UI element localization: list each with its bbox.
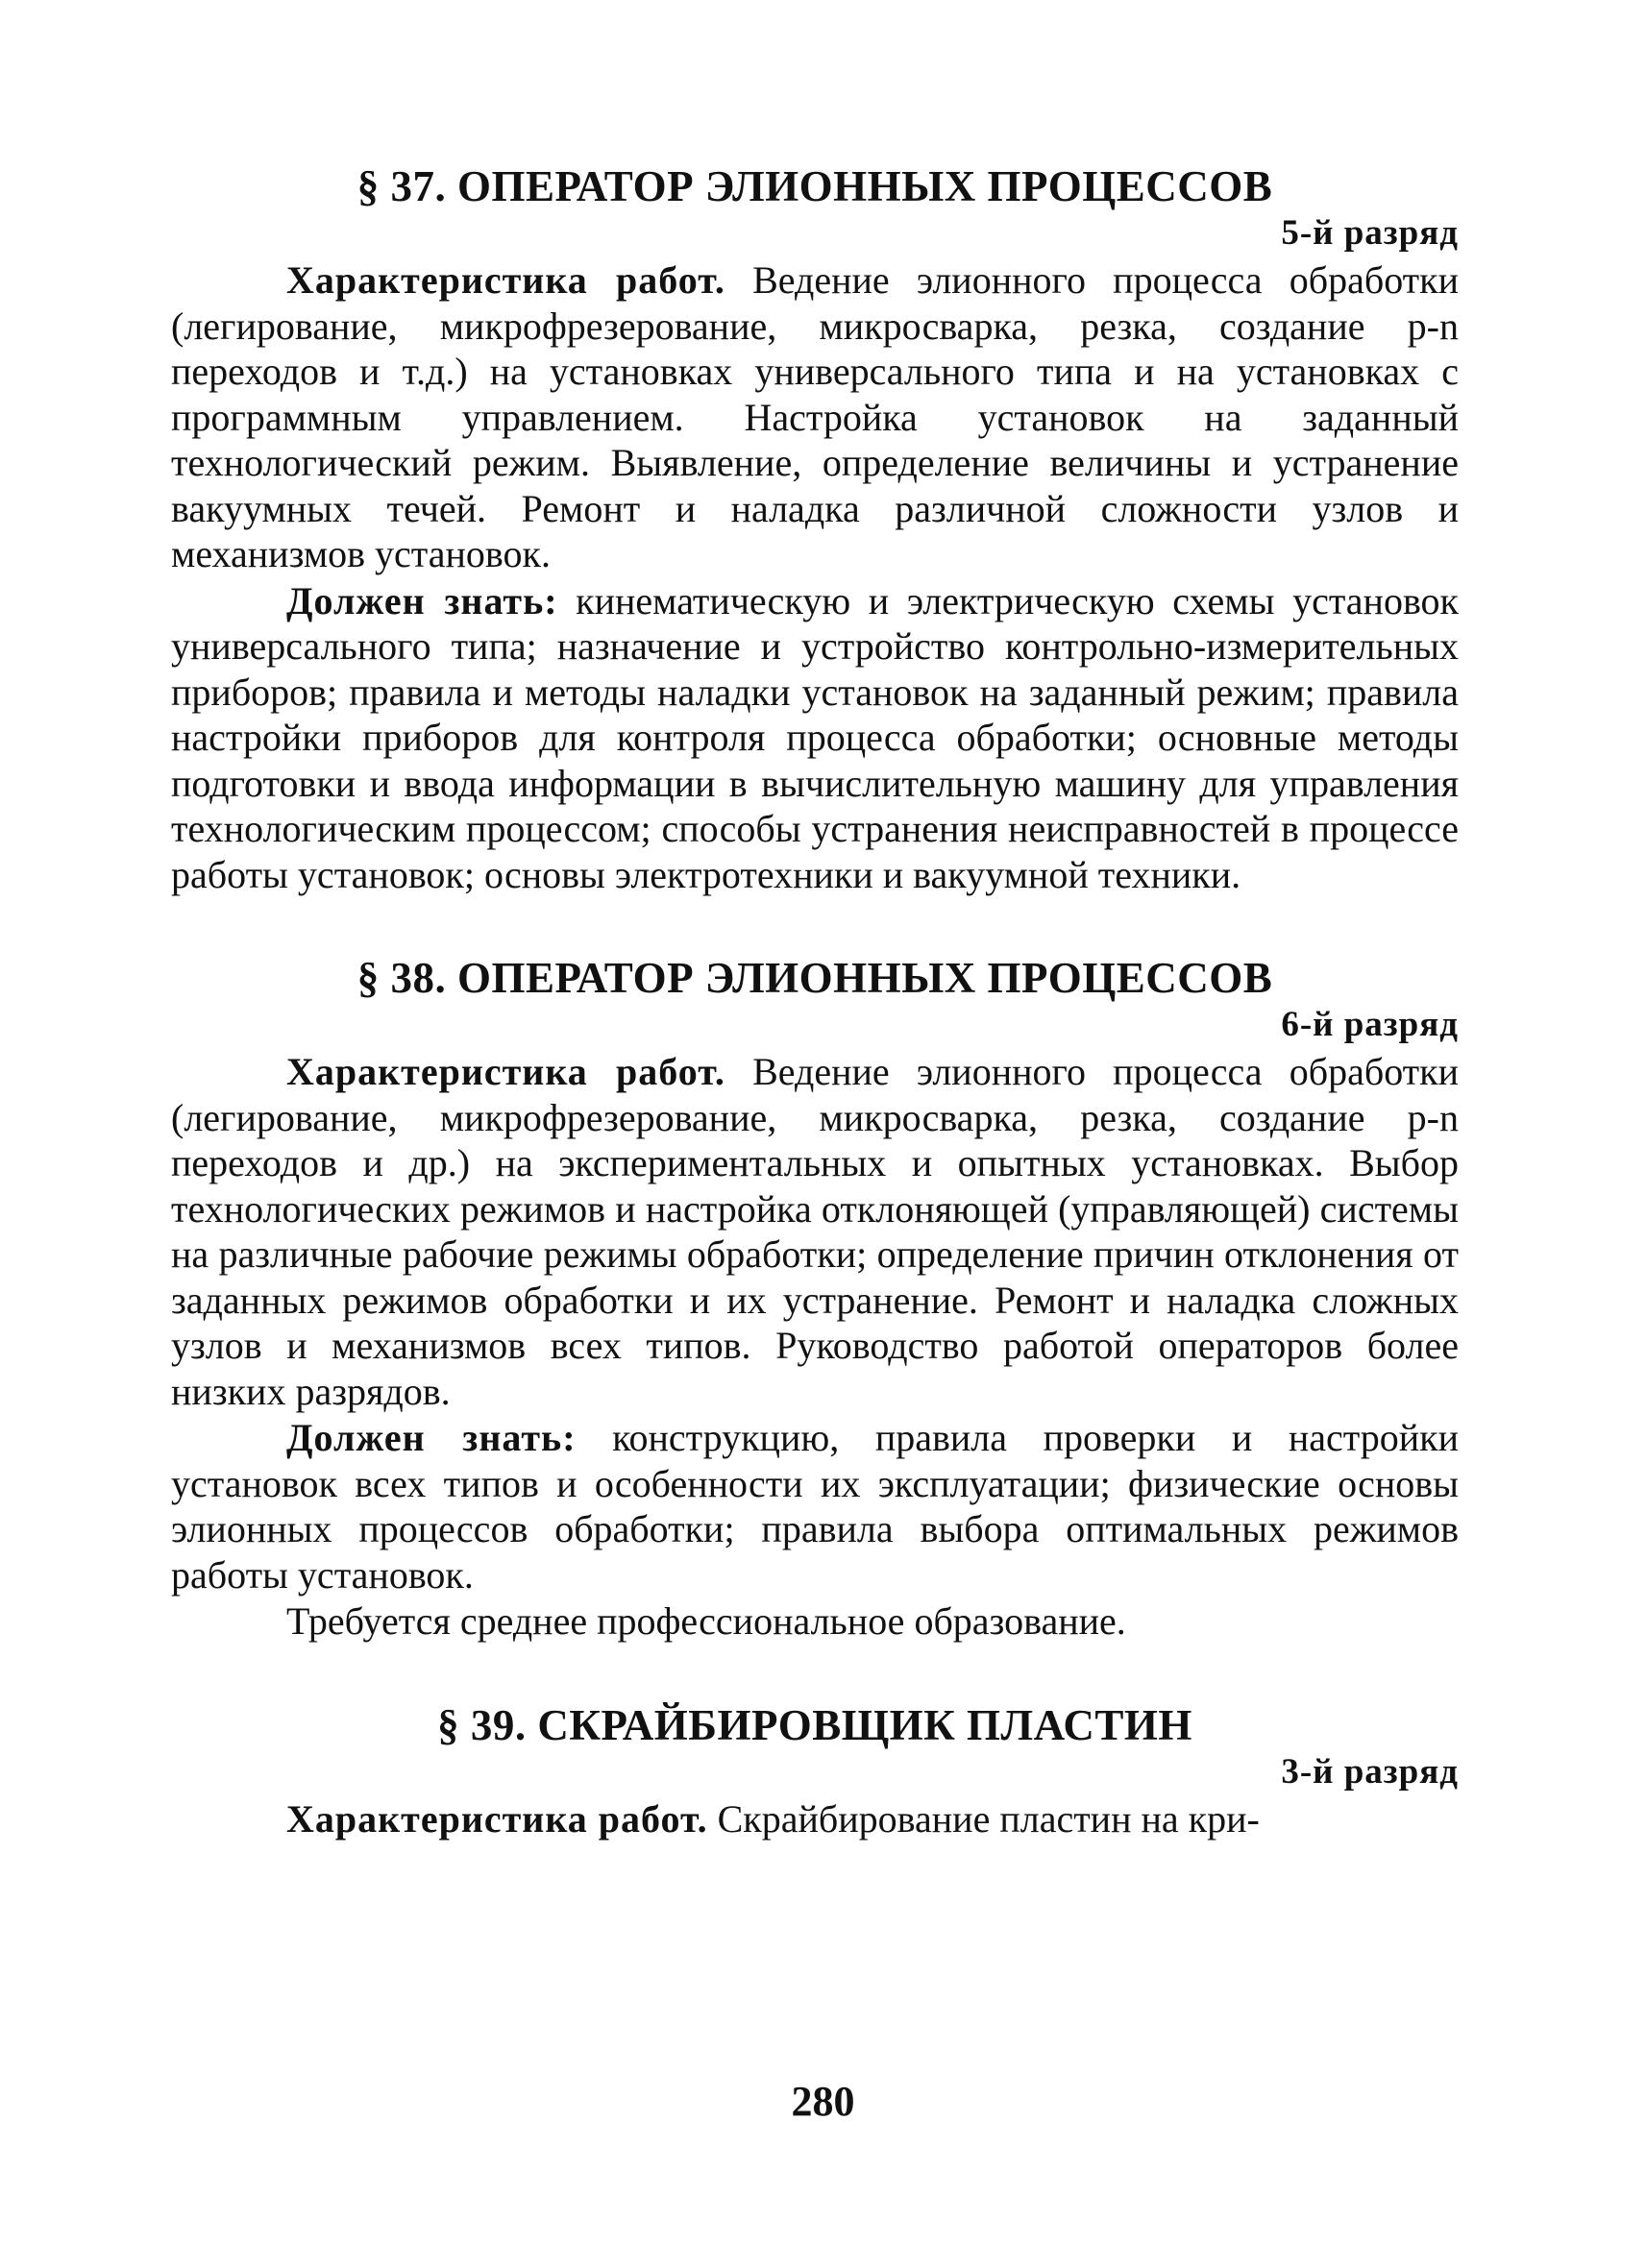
work-characteristics-paragraph (171, 1796, 1459, 1842)
grade-label: 6-й разряд (1281, 1005, 1459, 1044)
must-know-text: конструкцию, правила проверки и настройки установок всех типов и особенности их эксплуатации; физические основы элионных процессов обработки; правила выбора оптимальных режимов работы установок. (171, 1416, 1459, 1597)
work-characteristics-label: Характеристика работ. (286, 1796, 708, 1841)
section-37 (171, 161, 1459, 897)
work-characteristics-label: Характеристика работ. (286, 1050, 725, 1093)
work-characteristics-text: Скрайбирование пластин на кри- (707, 1796, 1260, 1841)
must-know-text: кинематическую и электрическую схемы установок универсального типа; назначение и устройство контрольно-измерительных приборов; правила и методы наладки установок на заданный режим; правила настройки приборов для контроля процесса обработки; основные методы подготовки и ввода информации в вычислительную машину для управления технологическим процессом; способы устранения неисправностей в процессе работы установок; основы электротехники и вакуумной техники. (171, 578, 1459, 896)
work-characteristics-label: Характеристика работ. (286, 258, 725, 302)
work-characteristics-text: Ведение элионного процесса обработки (легирование, микрофрезерование, микросварка, резка, создание p-n переходов и др.) на экспериментальных и опытных установках. Выбор технологических режимов и настройка отклоняющей (управляющей) системы на различные рабочие режимы обработки; определение причин отклонения от заданных режимов обработки и их устранение. Ремонт и наладка сложных узлов и механизмов всех типов. Руководство работой операторов более низких разрядов. (171, 1050, 1459, 1413)
must-know-paragraph (171, 1415, 1459, 1597)
section-heading: § 39. СКРАЙБИРОВЩИК ПЛАСТИН (437, 1700, 1192, 1749)
must-know-label: Должен знать: (286, 578, 558, 622)
requirement-paragraph: Требуется среднее профессиональное образование. (286, 1599, 1126, 1643)
section-heading: § 38. ОПЕРАТОР ЭЛИОННЫХ ПРОЦЕССОВ (356, 954, 1273, 1002)
work-characteristics-text: Ведение элионного процесса обработки (легирование, микрофрезерование, микросварка, резка, создание p-n переходов и т.д.) на установках универсального типа и на установках с программным управлением. Настройка установок на заданный технологический режим. Выявление, определение величины и устранение вакуумных течей. Ремонт и наладка различной сложности узлов и механизмов установок. (171, 258, 1459, 575)
section-38 (171, 953, 1459, 1645)
work-characteristics-paragraph (171, 1049, 1459, 1414)
grade-label: 3-й разряд (1281, 1751, 1459, 1792)
must-know-label: Должен знать: (286, 1416, 577, 1459)
grade-label: 5-й разряд (1281, 213, 1459, 253)
document-page (171, 161, 1459, 1897)
section-39 (171, 1700, 1459, 1842)
work-characteristics-paragraph (171, 257, 1459, 577)
must-know-paragraph (171, 578, 1459, 898)
page-number: 280 (791, 2078, 855, 2125)
section-heading: § 37. ОПЕРАТОР ЭЛИОННЫХ ПРОЦЕССОВ (356, 162, 1273, 210)
